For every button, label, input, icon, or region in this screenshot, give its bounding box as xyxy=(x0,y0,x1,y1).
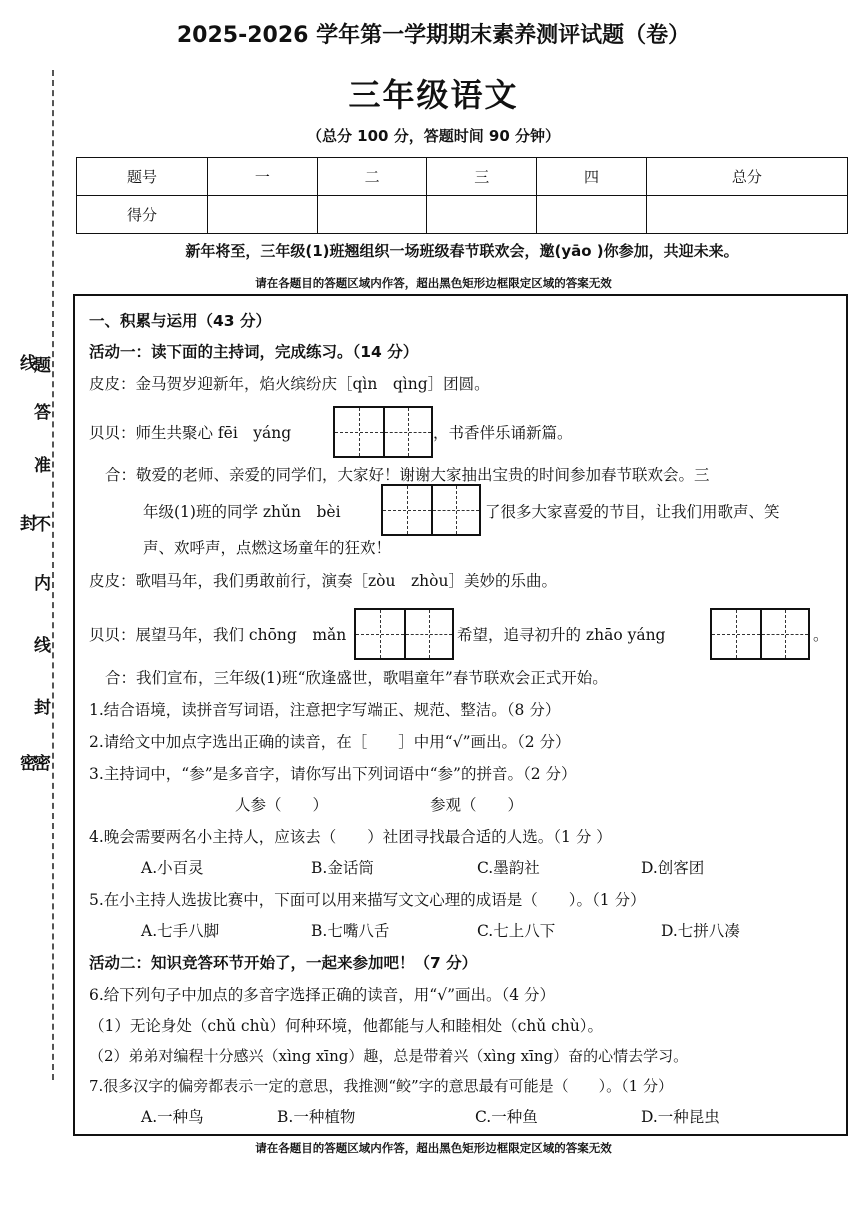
script-line: 声、欢呼声，点燃这场童年的狂欢！ xyxy=(143,539,392,557)
question-3-blank[interactable]: 参观（ ） xyxy=(430,796,524,814)
script-line: 贝贝：展望马年，我们 chōng mǎn xyxy=(89,626,347,644)
option[interactable]: C.墨韵社 xyxy=(477,859,540,877)
writing-grid[interactable] xyxy=(333,406,433,458)
subject-title: 三年级语文 xyxy=(348,76,519,114)
question-5: 5.在小主持人选拔比赛中，下面可以用来描写文文心理的成语是（ ）。（1 分） xyxy=(89,891,646,909)
writing-grid[interactable] xyxy=(381,484,481,536)
script-line: 希望，追寻初升的 zhāo yáng xyxy=(457,626,666,644)
table-cell: 一 xyxy=(208,158,318,196)
score-table-score-row xyxy=(77,196,848,234)
table-cell: 二 xyxy=(317,158,427,196)
score-entry-cell[interactable] xyxy=(537,196,647,234)
question-6-item: （1）无论身处（chǔ chù）何种环境，他都能与人和睦相处（chǔ chù）。 xyxy=(89,1017,604,1035)
option[interactable]: D.一种昆虫 xyxy=(641,1108,720,1126)
script-line: 了很多大家喜爱的节目，让我们用歌声、笑 xyxy=(485,503,780,521)
binding-char: 题 xyxy=(34,356,51,376)
question-6-item: （2）弟弟对编程十分感兴（xìng xīng）趣，总是带着兴（xìng xīng）奋的心情去学习。 xyxy=(89,1047,689,1065)
score-table-header-row xyxy=(77,158,848,196)
exam-title: 2025-2026 学年第一学期期末素养测评试题（卷） xyxy=(176,23,691,48)
option[interactable]: B.金话筒 xyxy=(311,859,374,877)
score-entry-cell[interactable] xyxy=(317,196,427,234)
binding-char: 密 xyxy=(20,754,37,774)
notice-bottom: 请在各题目的答题区域内作答，超出黑色矩形边框限定区域的答案无效 xyxy=(255,1141,612,1155)
question-6: 6.给下列句子中加点的多音字选择正确的读音，用“√”画出。（4 分） xyxy=(89,986,556,1004)
binding-char: 封 xyxy=(34,698,51,718)
score-info: （总分 100 分，答题时间 90 分钟） xyxy=(306,127,561,145)
binding-char: 内 xyxy=(34,574,51,594)
option[interactable]: B.一种植物 xyxy=(277,1108,356,1126)
option[interactable]: A.一种鸟 xyxy=(141,1108,204,1126)
binding-char: 线 xyxy=(20,354,37,374)
binding-char: 答 xyxy=(34,403,51,423)
score-table xyxy=(76,157,848,234)
table-cell: 总分 xyxy=(646,158,847,196)
script-line: 贝贝：师生共聚心 fēi yáng xyxy=(89,424,292,442)
question-4: 4.晚会需要两名小主持人，应该去（ ）社团寻找最合适的人选。（1 分 ） xyxy=(89,828,612,846)
writing-grid[interactable] xyxy=(354,608,454,660)
table-cell: 三 xyxy=(427,158,537,196)
script-line: 合：敬爱的老师、亲爱的同学们，大家好！谢谢大家抽出宝贵的时间参加春节联欢会。三 xyxy=(105,466,710,484)
script-line: 皮皮：金马贺岁迎新年，焰火缤纷庆［qìn qìng］团圆。 xyxy=(89,375,490,393)
intro-text: 新年将至，三年级(1)班翘组织一场班级春节联欢会，邀(yāo )你参加，共迎未来。 xyxy=(185,242,739,260)
option[interactable]: C.一种鱼 xyxy=(475,1108,538,1126)
question-3: 3.主持词中，“参”是多音字，请你写出下列词语中“参”的拼音。（2 分） xyxy=(89,765,577,783)
script-line: ，书香伴乐诵新篇。 xyxy=(433,424,573,442)
option[interactable]: B.七嘴八舌 xyxy=(311,922,390,940)
writing-grid[interactable] xyxy=(710,608,810,660)
table-cell: 四 xyxy=(537,158,647,196)
option[interactable]: A.七手八脚 xyxy=(141,922,220,940)
activity-title: 活动一：读下面的主持词，完成练习。（14 分） xyxy=(89,343,419,361)
binding-dashed-line xyxy=(52,70,54,1080)
option[interactable]: A.小百灵 xyxy=(141,859,204,877)
activity-title: 活动二：知识竞答环节开始了，一起来参加吧！（7 分） xyxy=(89,954,478,972)
script-line: 皮皮：歌唱马年，我们勇敢前行，演奏［zòu zhòu］美妙的乐曲。 xyxy=(89,572,557,590)
table-cell: 得分 xyxy=(77,196,208,234)
script-line: 合：我们宣布，三年级(1)班“欣逢盛世，歌唱童年”春节联欢会正式开始。 xyxy=(105,669,608,687)
answer-area xyxy=(73,294,848,1136)
option[interactable]: C.七上八下 xyxy=(477,922,556,940)
binding-char: 不 xyxy=(34,515,51,535)
option[interactable]: D.七拼八凑 xyxy=(661,922,740,940)
binding-char: 密 xyxy=(34,754,51,774)
question-2: 2.请给文中加点字选出正确的读音，在［ ］中用“√”画出。（2 分） xyxy=(89,733,571,751)
script-line: 年级(1)班的同学 zhǔn bèi xyxy=(143,503,341,521)
score-entry-cell[interactable] xyxy=(208,196,318,234)
notice-top: 请在各题目的答题区域内作答，超出黑色矩形边框限定区域的答案无效 xyxy=(255,276,612,290)
score-entry-cell[interactable] xyxy=(646,196,847,234)
option[interactable]: D.创客团 xyxy=(641,859,705,877)
binding-char: 线 xyxy=(34,636,51,656)
question-3-blank[interactable]: 人参（ ） xyxy=(235,796,329,814)
binding-char: 封 xyxy=(20,514,37,534)
table-cell: 题号 xyxy=(77,158,208,196)
binding-char: 准 xyxy=(34,456,51,476)
score-entry-cell[interactable] xyxy=(427,196,537,234)
question-1: 1.结合语境，读拼音写词语，注意把字写端正、规范、整洁。（8 分） xyxy=(89,701,561,719)
script-line: 。 xyxy=(813,626,829,644)
section-title: 一、积累与运用（43 分） xyxy=(89,312,271,330)
question-7: 7.很多汉字的偏旁都表示一定的意思，我推测“鲛”字的意思最有可能是（ ）。（1 分） xyxy=(89,1077,673,1095)
